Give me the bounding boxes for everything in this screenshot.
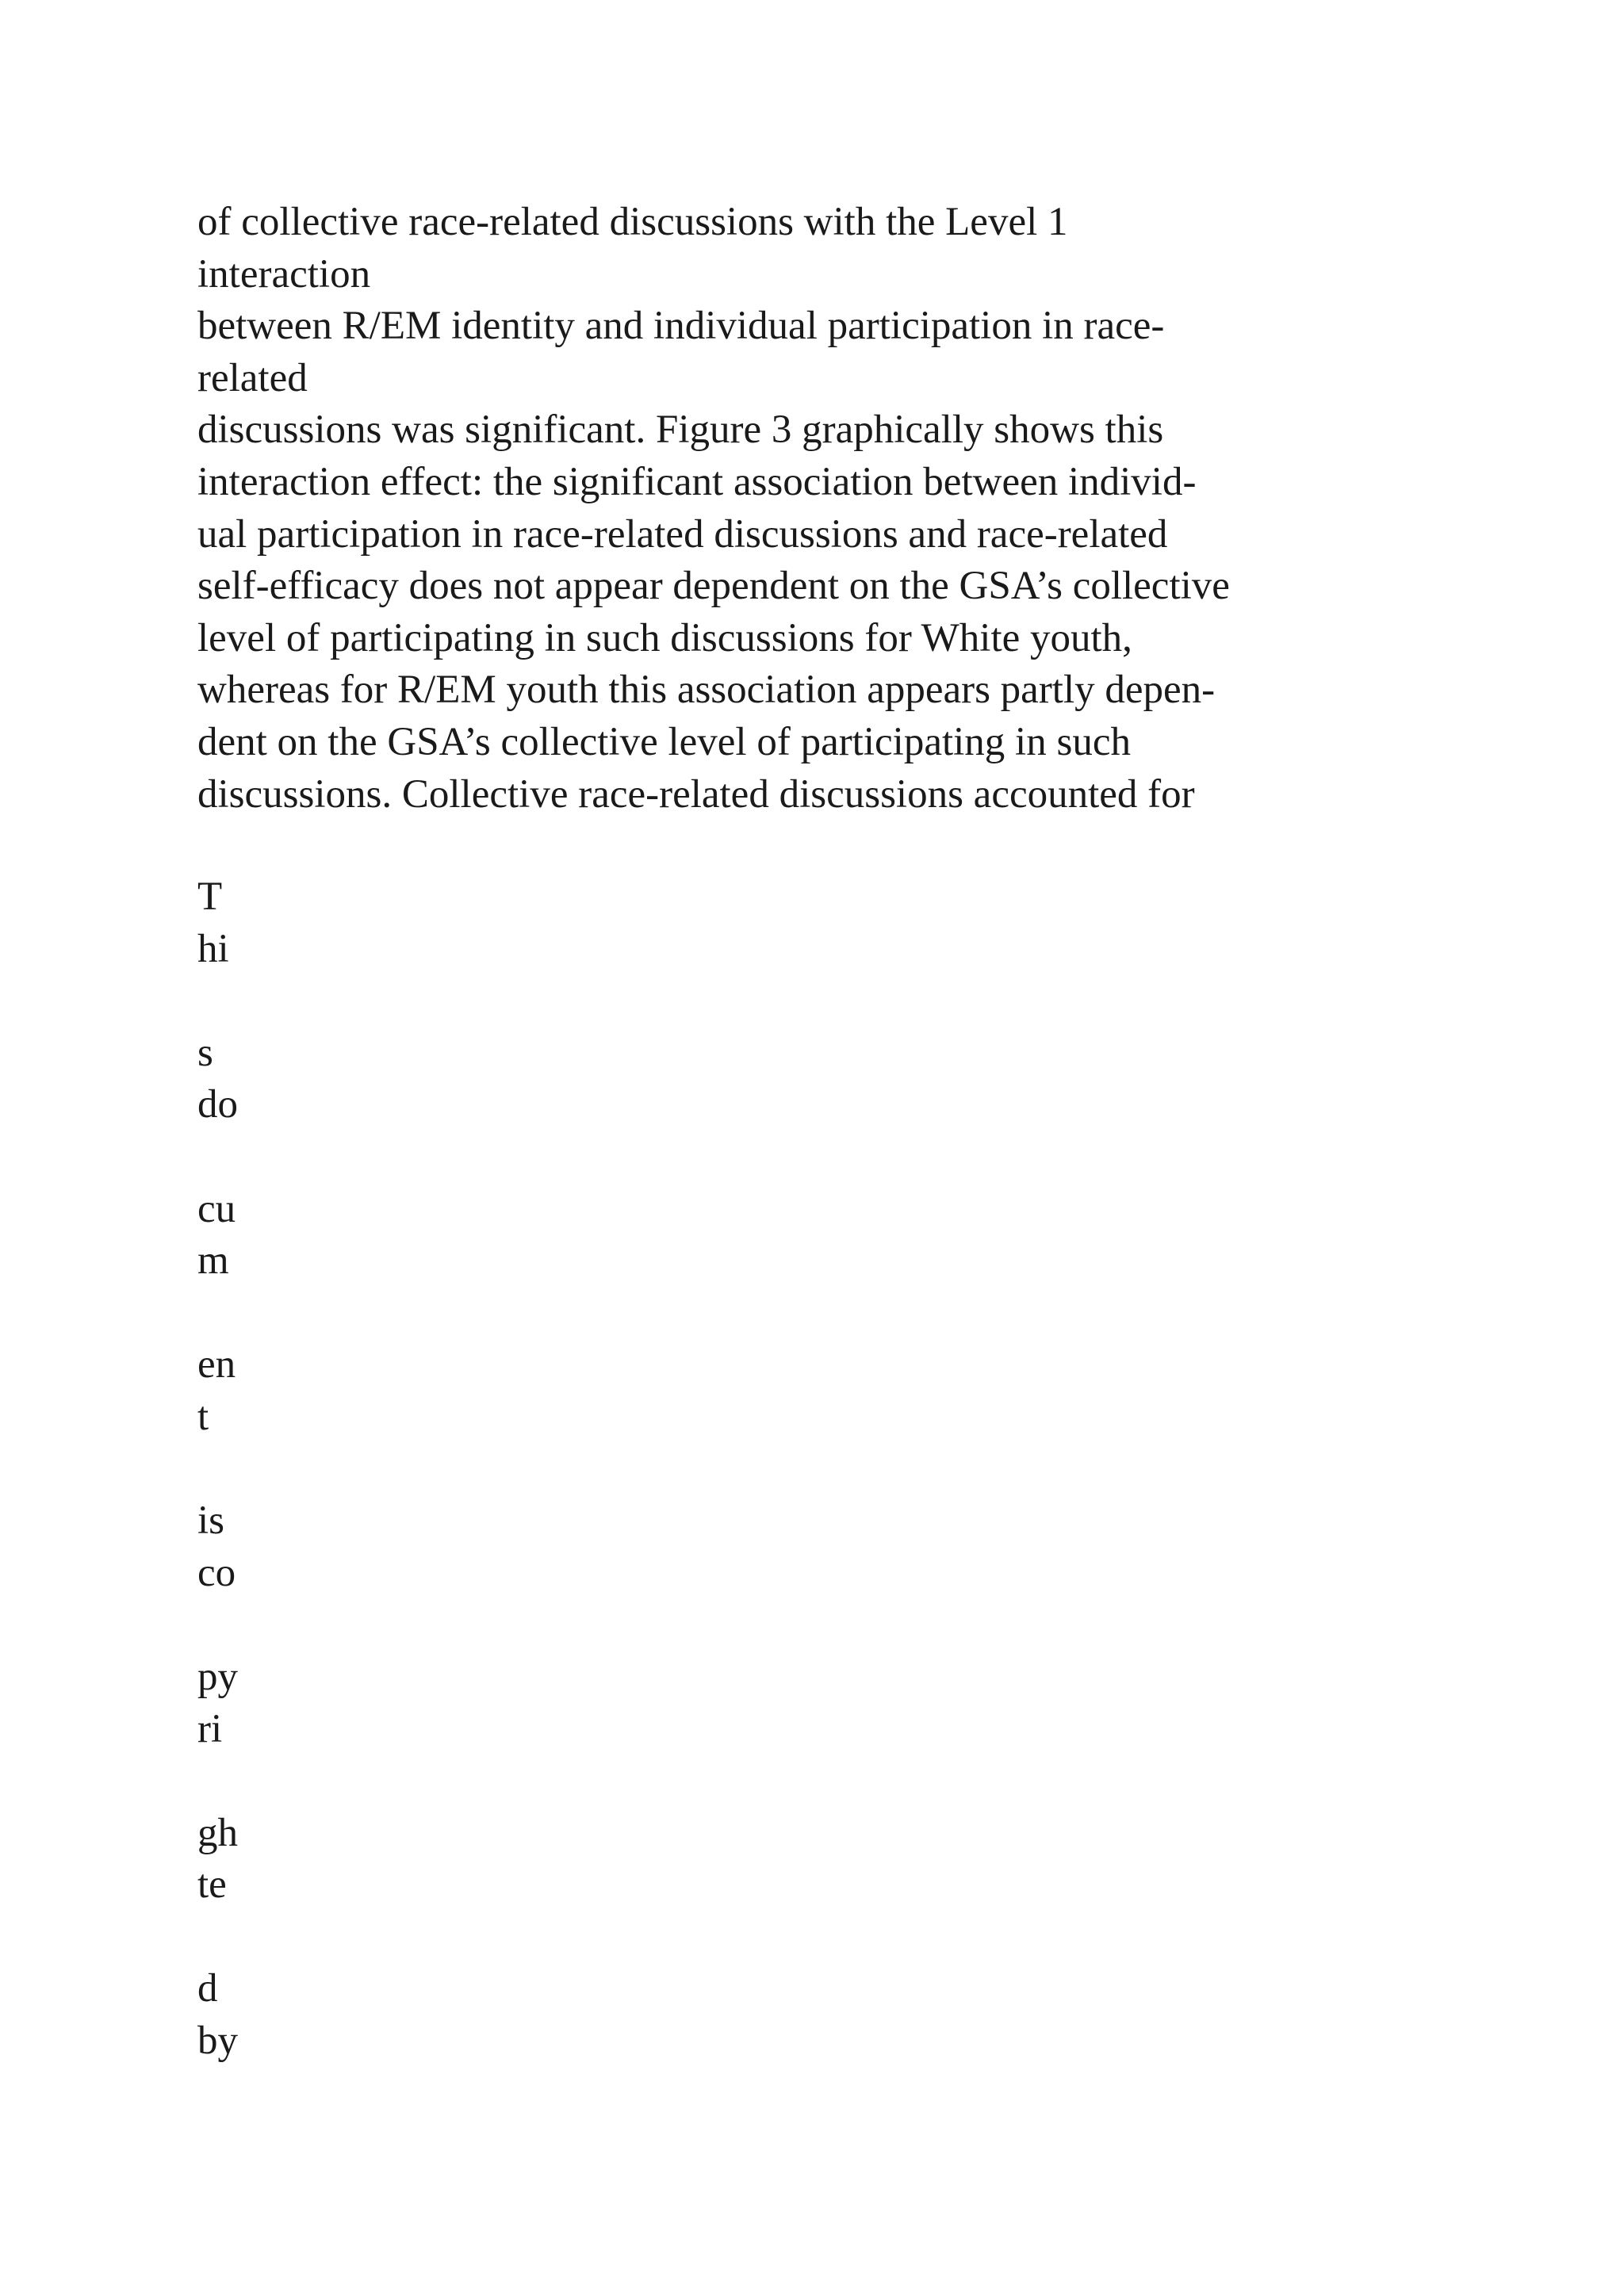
paragraph-line: interaction [197,251,371,297]
fragment-gap [197,1288,238,1340]
paragraph-line: ual participation in race-related discussions and race-related [197,511,1168,557]
paragraph-line: discussions. Collective race-related discussions accounted for [197,771,1195,817]
fragment-text: hi [197,926,229,971]
fragment-gap [197,1131,238,1184]
fragment-text: T [197,874,223,919]
fragment-gap [197,975,238,1027]
fragment-text: t [197,1394,209,1439]
fragment-text: py [197,1654,238,1699]
paragraph-line: dent on the GSA’s collective level of participating in such [197,719,1131,764]
copyright-fragments [197,871,238,2068]
fragment-text: co [197,1550,236,1595]
fragment-text: s [197,1030,213,1075]
paragraph-line: interaction effect: the significant association between individ- [197,459,1197,504]
fragment-gap [197,1599,238,1651]
fragment-text: m [197,1238,229,1284]
fragment-gap [197,1444,238,1496]
fragment-gap [197,1755,238,1808]
fragment-text: en [197,1342,236,1387]
paragraph-line: related [197,355,308,400]
paragraph-line: self-efficacy does not appear dependent on the GSA’s collective [197,564,1230,609]
body-paragraph [197,197,1545,821]
paragraph-line: level of participating in such discussions for White youth, [197,615,1132,660]
fragment-text: cu [197,1186,236,1231]
fragment-text: do [197,1082,238,1127]
fragment-gap [197,1911,238,1964]
fragment-text: ri [197,1706,223,1751]
fragment-text: by [197,2019,238,2064]
fragment-text: gh [197,1810,238,1855]
fragment-text: is [197,1498,225,1544]
paragraph-line: between R/EM identity and individual participation in race- [197,304,1165,349]
fragment-text: te [197,1862,227,1908]
fragment-text: d [197,1966,218,2011]
paragraph-line: whereas for R/EM youth this association appears partly depen- [197,668,1216,713]
paragraph-line: of collective race-related discussions with the Level 1 [197,200,1068,244]
paragraph-line: discussions was significant. Figure 3 graphically shows this [197,408,1164,453]
